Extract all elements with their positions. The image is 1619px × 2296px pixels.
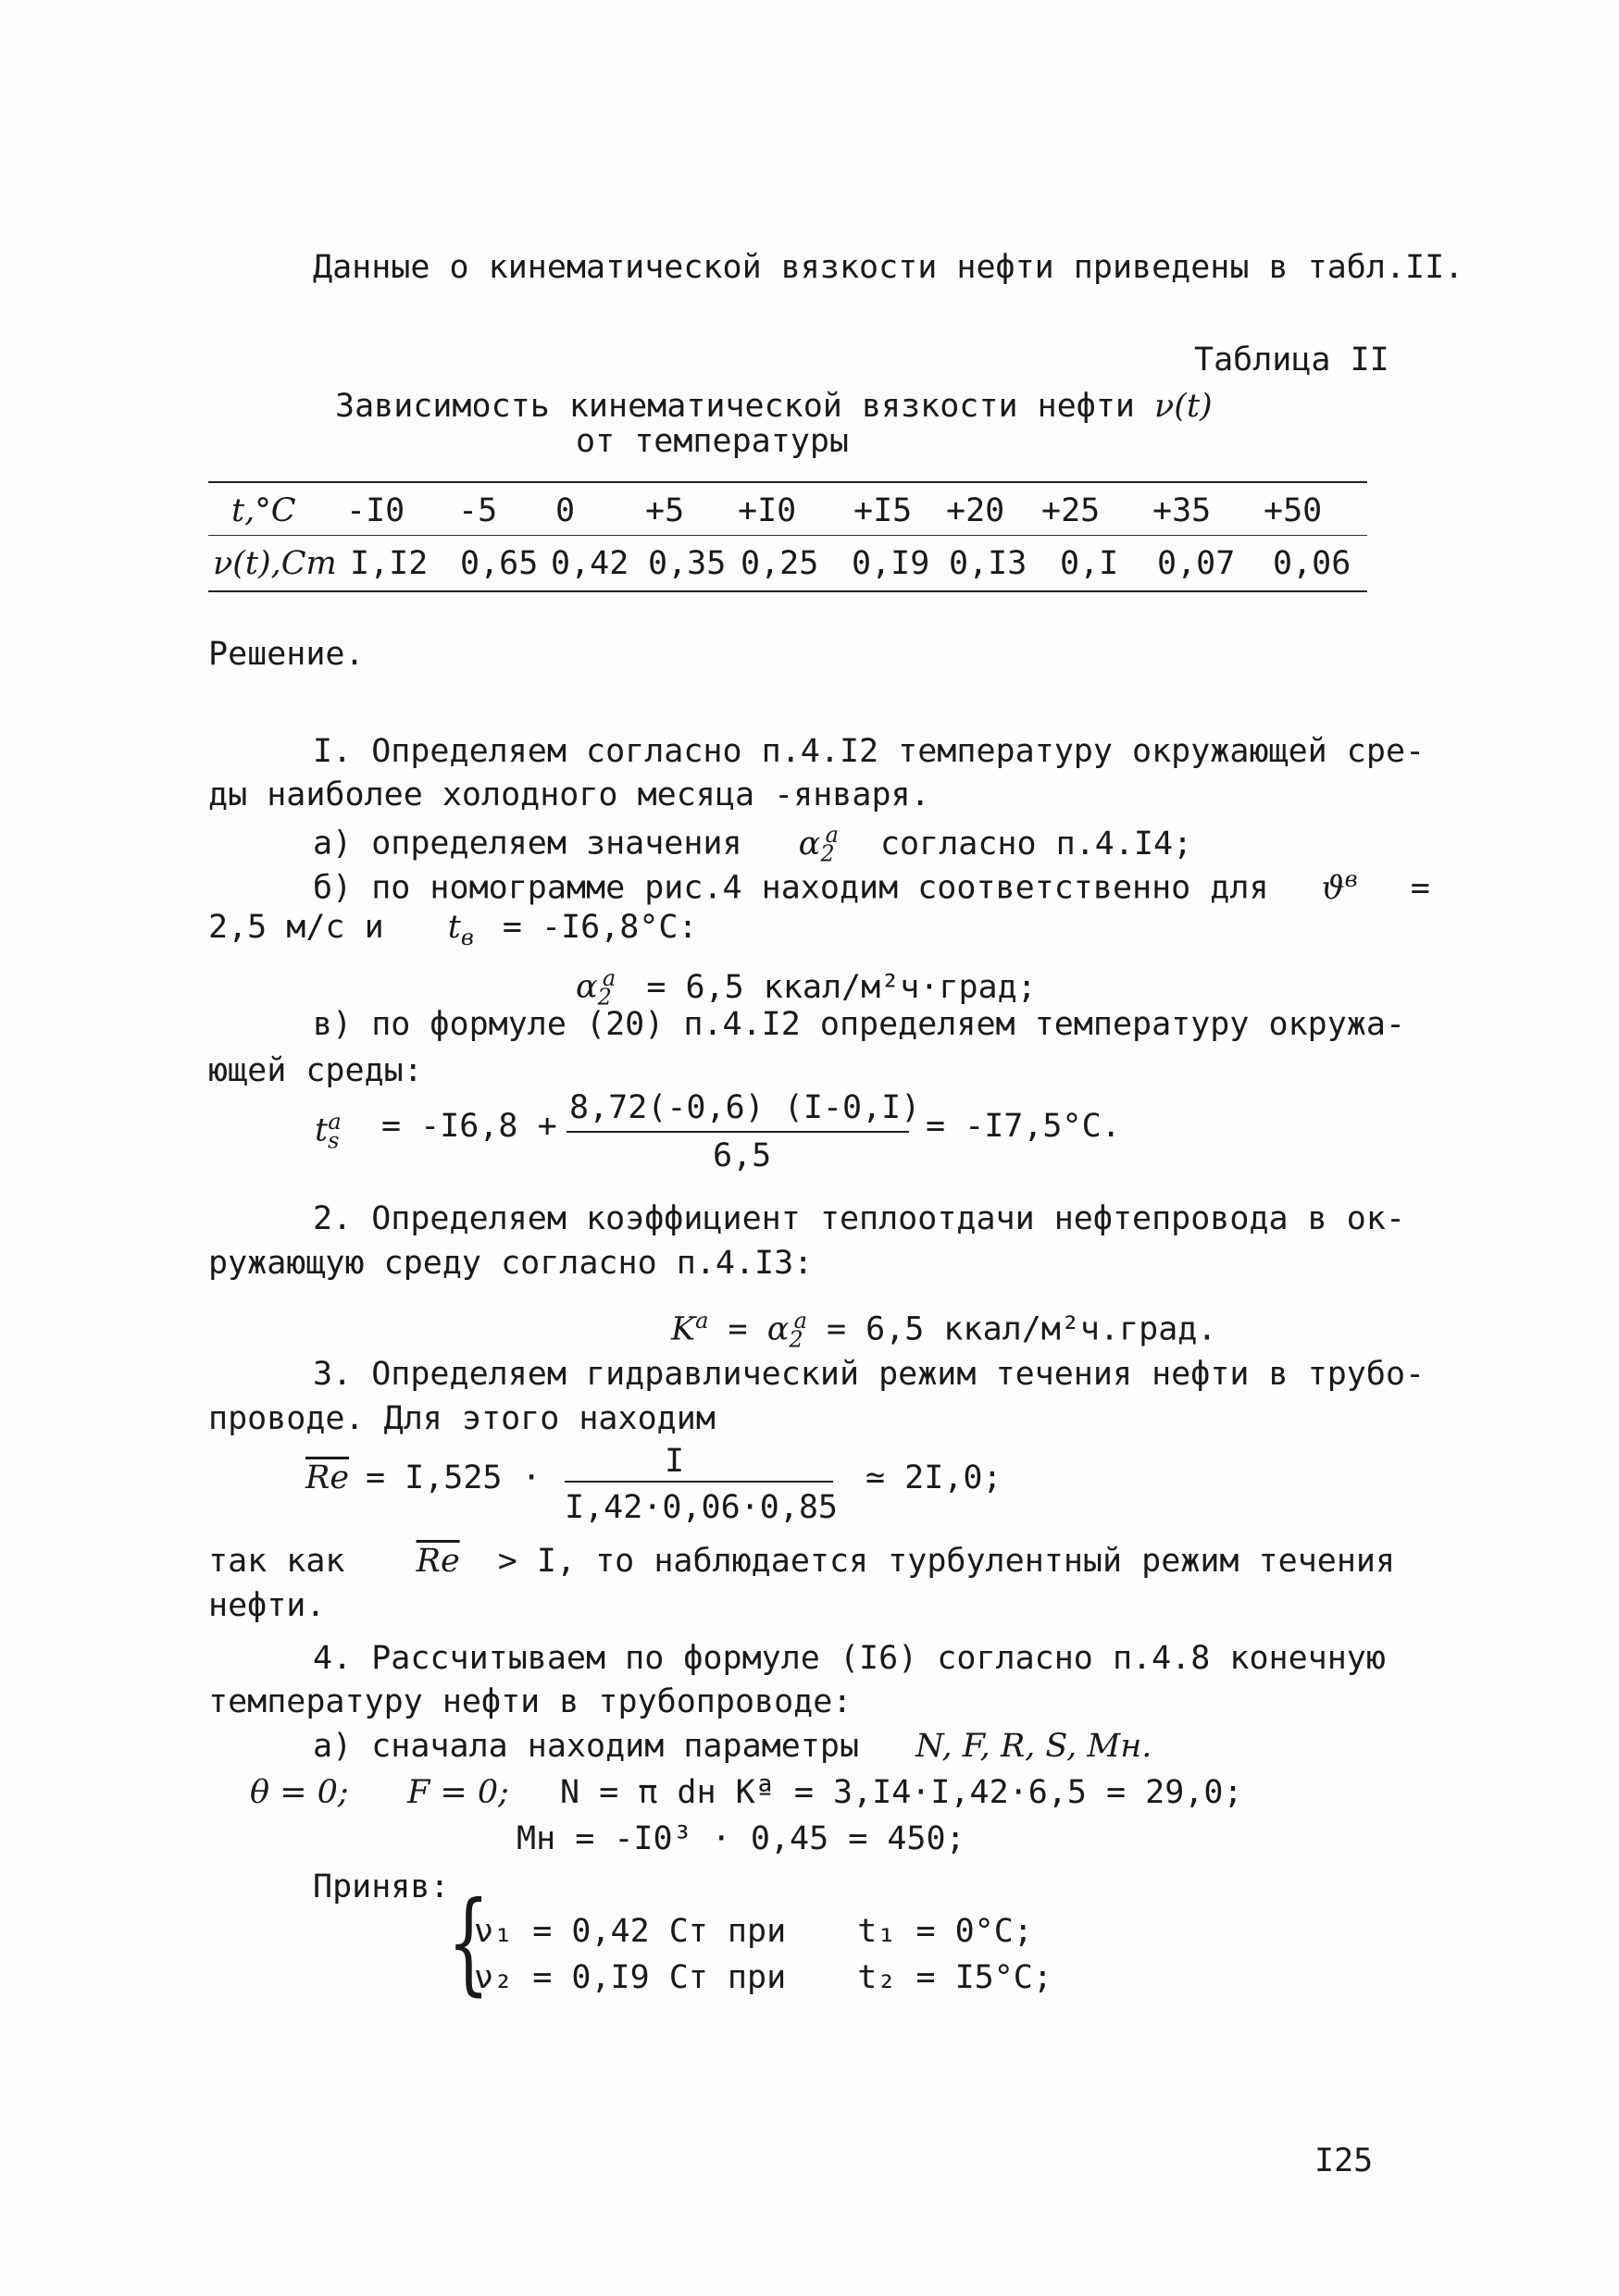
step1-b-line2: 2,5 м/с и $t_в = -I6,8^\circ C$: (208, 909, 698, 950)
step3-line3: так как $\overline{Re} > I$, то наблюдается турбулентный режим течения (208, 1543, 1396, 1580)
nu2-line: ν₂ = 0,I9 Ст при t₂ = I5°C; (474, 1959, 1052, 1996)
ts-symbol: $t_s^a$ (315, 1109, 342, 1154)
step3-line1: 3. Определяем гидравлический режим течения нефти в трубо- (313, 1356, 1426, 1393)
re-fraction-bar (565, 1481, 833, 1483)
table-cell: 0,35 (648, 545, 727, 582)
table-cell: 0,I (1060, 545, 1119, 582)
step3-line4: нефти. (208, 1587, 326, 1624)
m-eq: Mн = -I0³ · 0,45 = 450; (517, 1820, 965, 1857)
step1-b: б) по номограмме рис.4 находим соответственно для $ϑ^в$ = (313, 866, 1430, 907)
table-cell: I,I2 (350, 545, 429, 582)
theta-eq: θ = 0; (250, 1774, 349, 1811)
ts-denominator: 6,5 (713, 1137, 772, 1174)
table-row2-head: ν(t),Ст (213, 545, 337, 582)
step3-line2: проводе. Для этого находим (208, 1400, 716, 1437)
table-cell: +I0 (738, 492, 797, 529)
table-cell: 0,I9 (852, 545, 930, 582)
step1-a: а) определяем значения $\alpha_2^a$ согласно п.4.I4; (313, 822, 1193, 867)
ts-numerator: 8,72(-0,6) (I-0,I) (569, 1089, 921, 1126)
theta-v-symbol: ϑ (1321, 869, 1345, 907)
ts-prefix: = -I6,8 + (381, 1108, 557, 1145)
table-cell: 0 (555, 492, 576, 529)
re-result: ≃ 2I,0; (866, 1459, 1003, 1496)
table-cell: 0,I3 (949, 545, 1027, 582)
step1-c-line1: в) по формуле (20) п.4.I2 определяем температуру окружа- (313, 1006, 1406, 1043)
k-equation: $K^a = \alpha_2^a = 6,5$ ккал/м²ч.град. (671, 1308, 1217, 1353)
table-cell: +25 (1041, 492, 1101, 529)
table-cell: 0,25 (741, 545, 819, 582)
step4-line2: температуру нефти в трубопроводе: (208, 1683, 853, 1720)
re-symbol: $\overline{Re}$ (305, 1459, 350, 1496)
alpha-symbol: α (798, 825, 821, 863)
prinyav-label: Приняв: (313, 1868, 450, 1905)
table-cell: 0,06 (1273, 545, 1351, 582)
solution-heading: Решение. (208, 636, 365, 673)
table-cell: -5 (458, 492, 498, 529)
table-cell: +5 (645, 492, 685, 529)
system-brace: { (447, 1879, 491, 2007)
re-denominator: I,42·0,06·0,85 (565, 1489, 839, 1526)
ts-fraction-bar (567, 1131, 909, 1133)
step1-line2: ды наиболее холодного месяца -января. (208, 776, 930, 813)
step1-c-line2: ющей среды: (208, 1052, 423, 1089)
table-title-line2: от температуры (576, 423, 850, 460)
table-cell: +50 (1264, 492, 1323, 529)
ts-result: = -I7,5°C. (926, 1108, 1121, 1145)
step2-line2: ружающую среду согласно п.4.I3: (208, 1245, 814, 1282)
step1-line1: I. Определяем согласно п.4.I2 температуру окружающей сре- (313, 733, 1426, 770)
table-cell: +I5 (853, 492, 913, 529)
table-cell: +35 (1152, 492, 1212, 529)
step2-line1: 2. Определяем коэффициент теплоотдачи нефтепровода в ок- (313, 1200, 1406, 1237)
table-cell: 0,07 (1157, 545, 1236, 582)
table-mid-rule (208, 535, 1367, 536)
intro-text: Данные о кинематической вязкости нефти приведены в табл.II. (313, 249, 1464, 286)
table-title-line1: Зависимость кинематической вязкости нефти ν(t) (335, 388, 1213, 425)
re-prefix: = I,525 · (366, 1459, 542, 1496)
page-number: I25 (1314, 2142, 1374, 2179)
nu1-line: ν₁ = 0,42 Ст при t₁ = 0°C; (474, 1913, 1033, 1950)
nu-t-symbol: ν(t) (1154, 388, 1213, 425)
table-cell: 0,65 (460, 545, 539, 582)
step4-line1: 4. Рассчитываем по формуле (I6) согласно п.4.8 конечную (313, 1640, 1386, 1677)
f-eq: F = 0; (407, 1774, 509, 1811)
table-cell: 0,42 (551, 545, 629, 582)
alpha-equation: $\alpha_2^a = 6,5$ ккал/м²ч·град; (576, 965, 1037, 1011)
table-bottom-rule (208, 590, 1367, 592)
re-symbol-inline: $\overline{Re}$ (416, 1543, 460, 1580)
n-eq: N = π dн Kª = 3,I4·I,42·6,5 = 29,0; (560, 1774, 1243, 1811)
re-numerator: I (665, 1443, 685, 1480)
table-top-rule (208, 481, 1367, 483)
table-cell: -I0 (346, 492, 405, 529)
table-label: Таблица II (1194, 341, 1389, 379)
step4-a: а) сначала находим параметры N, F, R, S, Mн. (313, 1728, 1152, 1765)
table-cell: +20 (946, 492, 1005, 529)
table-row1-head: t,°C (231, 492, 296, 529)
